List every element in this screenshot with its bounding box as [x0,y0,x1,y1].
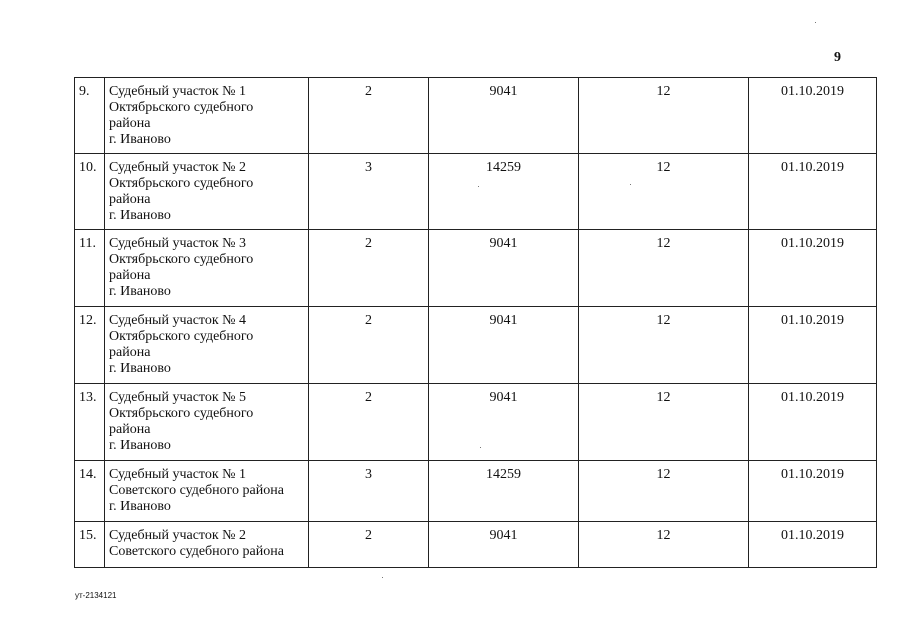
scan-speck [630,184,631,185]
scan-speck [815,22,816,23]
row-number: 11. [75,230,105,307]
value-col-2: 9041 [429,230,579,307]
scan-speck [478,186,479,187]
value-col-1: 2 [309,78,429,154]
court-site-name: Судебный участок № 3 Октябрьского судебного района г. Иваново [105,230,309,307]
value-col-3: 12 [579,154,749,230]
row-number: 14. [75,461,105,522]
table-row [75,230,877,307]
date-cell: 01.10.2019 [749,522,877,568]
value-col-1: 2 [309,307,429,384]
value-col-2: 9041 [429,78,579,154]
date-cell: 01.10.2019 [749,384,877,461]
court-site-name: Судебный участок № 2 Октябрьского судебного района г. Иваново [105,154,309,230]
value-col-2: 9041 [429,307,579,384]
row-number: 13. [75,384,105,461]
value-col-1: 3 [309,461,429,522]
court-site-name: Судебный участок № 5 Октябрьского судебного района г. Иваново [105,384,309,461]
court-site-name: Судебный участок № 4 Октябрьского судебного района г. Иваново [105,307,309,384]
table-row [75,522,877,568]
value-col-3: 12 [579,230,749,307]
value-col-2: 14259 [429,461,579,522]
date-cell: 01.10.2019 [749,461,877,522]
value-col-3: 12 [579,522,749,568]
date-cell: 01.10.2019 [749,230,877,307]
value-col-3: 12 [579,384,749,461]
value-col-2: 14259 [429,154,579,230]
scan-speck [382,577,383,578]
table-row [75,461,877,522]
date-cell: 01.10.2019 [749,307,877,384]
value-col-2: 9041 [429,384,579,461]
court-site-name: Судебный участок № 1 Советского судебного района г. Иваново [105,461,309,522]
value-col-1: 2 [309,230,429,307]
value-col-1: 2 [309,522,429,568]
scan-speck [480,447,481,448]
value-col-3: 12 [579,78,749,154]
table-row [75,78,877,154]
date-cell: 01.10.2019 [749,154,877,230]
page-number: 9 [834,50,841,65]
court-site-name: Судебный участок № 2 Советского судебного района [105,522,309,568]
value-col-2: 9041 [429,522,579,568]
value-col-1: 3 [309,154,429,230]
row-number: 15. [75,522,105,568]
date-cell: 01.10.2019 [749,78,877,154]
table-row [75,307,877,384]
document-footer-code: ут-2134121 [75,591,117,600]
court-site-name: Судебный участок № 1 Октябрьского судебного района г. Иваново [105,78,309,154]
court-sites-table [74,77,877,568]
row-number: 12. [75,307,105,384]
value-col-3: 12 [579,461,749,522]
table-row [75,384,877,461]
value-col-3: 12 [579,307,749,384]
row-number: 10. [75,154,105,230]
table-row [75,154,877,230]
value-col-1: 2 [309,384,429,461]
row-number: 9. [75,78,105,154]
